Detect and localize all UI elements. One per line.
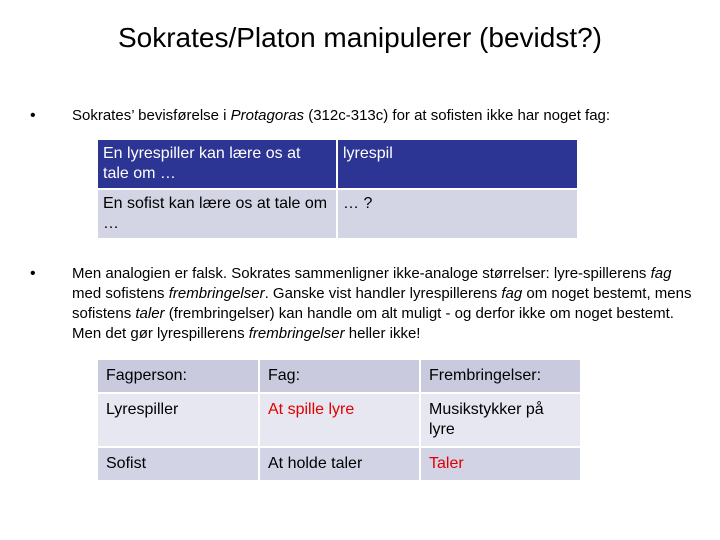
table-cell-highlight: At spille lyre [260, 394, 419, 446]
column-header: Frembringelser: [421, 360, 580, 392]
bullet-2-text-d: om noget bestemt, mens sofistens [72, 285, 692, 322]
bullet-2-italic-frembringelser: frembringelser [168, 285, 265, 302]
bullet-2-text-e: (frembringelser) kan handle om alt muligt - og derfor ikke om noget bestemt. Men det gør lyrespillerens [72, 305, 674, 342]
table-cell: En lyrespiller kan lære os at tale om … [98, 140, 336, 188]
bullet-2-italic-taler: taler [135, 305, 165, 322]
bullet-1-text-b: (312c-313c) for at sofisten ikke har noget fag: [304, 107, 611, 124]
bullet-2-italic-frembringelser-2: frembringelser [248, 325, 345, 342]
table-cell: Musikstykker på lyre [421, 394, 580, 446]
table-row [98, 140, 577, 188]
column-header: Fag: [260, 360, 419, 392]
table-row [98, 394, 580, 446]
table-cell: Lyrespiller [98, 394, 258, 446]
table-cell: lyrespil [338, 140, 577, 188]
comparison-table [96, 358, 582, 482]
bullet-2-text-b: med sofistens [72, 285, 169, 302]
table-header-row [98, 360, 580, 392]
bullet-marker: • [30, 107, 36, 124]
table-row [98, 190, 577, 238]
column-header: Fagperson: [98, 360, 258, 392]
table-cell: … ? [338, 190, 577, 238]
table-cell: At holde taler [260, 448, 419, 480]
bullet-text-2 [72, 264, 692, 344]
bullet-1-text-a: Sokrates’ bevisførelse i [72, 107, 231, 124]
table-cell: En sofist kan lære os at tale om … [98, 190, 336, 238]
bullet-marker: • [30, 265, 36, 282]
bullet-2-text-f: heller ikke! [344, 325, 421, 342]
bullet-text-1 [72, 106, 692, 126]
table-row [98, 448, 580, 480]
analogy-table [96, 138, 579, 240]
slide-title: Sokrates/Platon manipulerer (bevidst?) [117, 22, 602, 53]
bullet-2-italic-fag: fag [650, 265, 672, 282]
bullet-2-italic-fag-2: fag [501, 285, 523, 302]
bullet-2-text-c: . Ganske vist handler lyrespillerens [264, 285, 502, 302]
bullet-1-italic-protagoras: Protagoras [230, 107, 305, 124]
table-cell-highlight: Taler [421, 448, 580, 480]
table-cell: Sofist [98, 448, 258, 480]
bullet-2-text-a: Men analogien er falsk. Sokrates sammenligner ikke-analoge størrelser: lyre-spillerens [72, 265, 651, 282]
